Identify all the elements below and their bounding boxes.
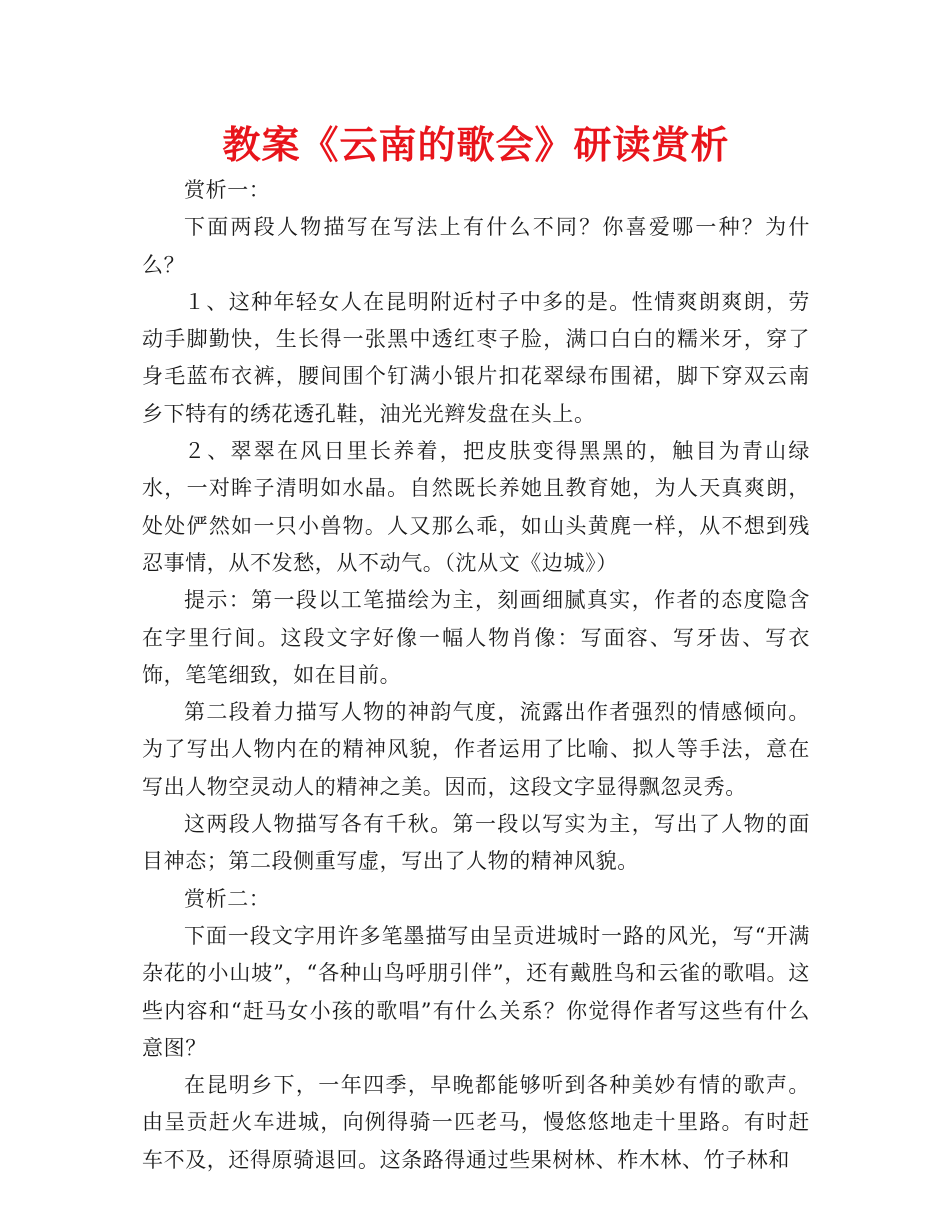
document-title: 教案《云南的歌会》研读赏析: [222, 123, 730, 167]
question-one: 下面两段人物描写在写法上有什么不同？你喜爱哪一种？为什么？: [142, 215, 810, 277]
excerpt-one: １、这种年轻女人在昆明附近村子中多的是。性情爽朗爽朗，劳动手脚勤快，生长得一张黑中透红枣子脸，满口白白的糯米牙，穿了身毛蓝布衣裤，腰间围个钉满小银片扣花翠绿布围裙，脚下穿双云南乡下特有的绣花透孔鞋，油光光辫发盘在头上。: [142, 289, 810, 426]
hint-paragraph: 提示：第一段以工笔描绘为主，刻画细腻真实，作者的态度隐含在字里行间。这段文字好像一幅人物肖像：写面容、写牙齿、写衣饰，笔笔细致，如在目前。: [142, 588, 810, 687]
question-two: 下面一段文字用许多笔墨描写由呈贡进城时一路的风光，写“开满杂花的小山坡”，“各种山鸟呼朋引伴”，还有戴胜鸟和云雀的歌唱。这些内容和“赶马女小孩的歌唱”有什么关系？你觉得作者写这些有什么意图？: [142, 923, 810, 1060]
excerpt-two: ２、翠翠在风日里长养着，把皮肤变得黑黑的，触目为青山绿水，一对眸子清明如水晶。自然既长养她且教育她，为人天真爽朗，处处俨然如一只小兽物。人又那么乖，如山头黄麂一样，从不想到残忍事情，从不发愁，从不动气。（沈从文《边城》）: [142, 439, 810, 575]
heading-analysis-two: 赏析二：: [184, 886, 271, 911]
excerpt-three: 在昆明乡下，一年四季，早晚都能够听到各种美妙有情的歌声。由呈贡赶火车进城，向例得骑一匹老马，慢悠悠地走十里路。有时赶车不及，还得原骑退回。这条路得通过些果树林、柞木林、竹子林和: [142, 1073, 810, 1172]
heading-analysis-one: 赏析一：: [184, 178, 271, 202]
document-page: [142, 118, 810, 1179]
comparison-summary: 这两段人物描写各有千秋。第一段以写实为主，写出了人物的面目神态；第二段侧重写虚，写出了人物的精神风貌。: [142, 812, 810, 874]
second-paragraph-analysis: 第二段着力描写人物的神韵气度，流露出作者强烈的情感倾向。为了写出人物内在的精神风貌，作者运用了比喻、拟人等手法，意在写出人物空灵动人的精神之美。因而，这段文字显得飘忽灵秀。: [142, 700, 810, 799]
